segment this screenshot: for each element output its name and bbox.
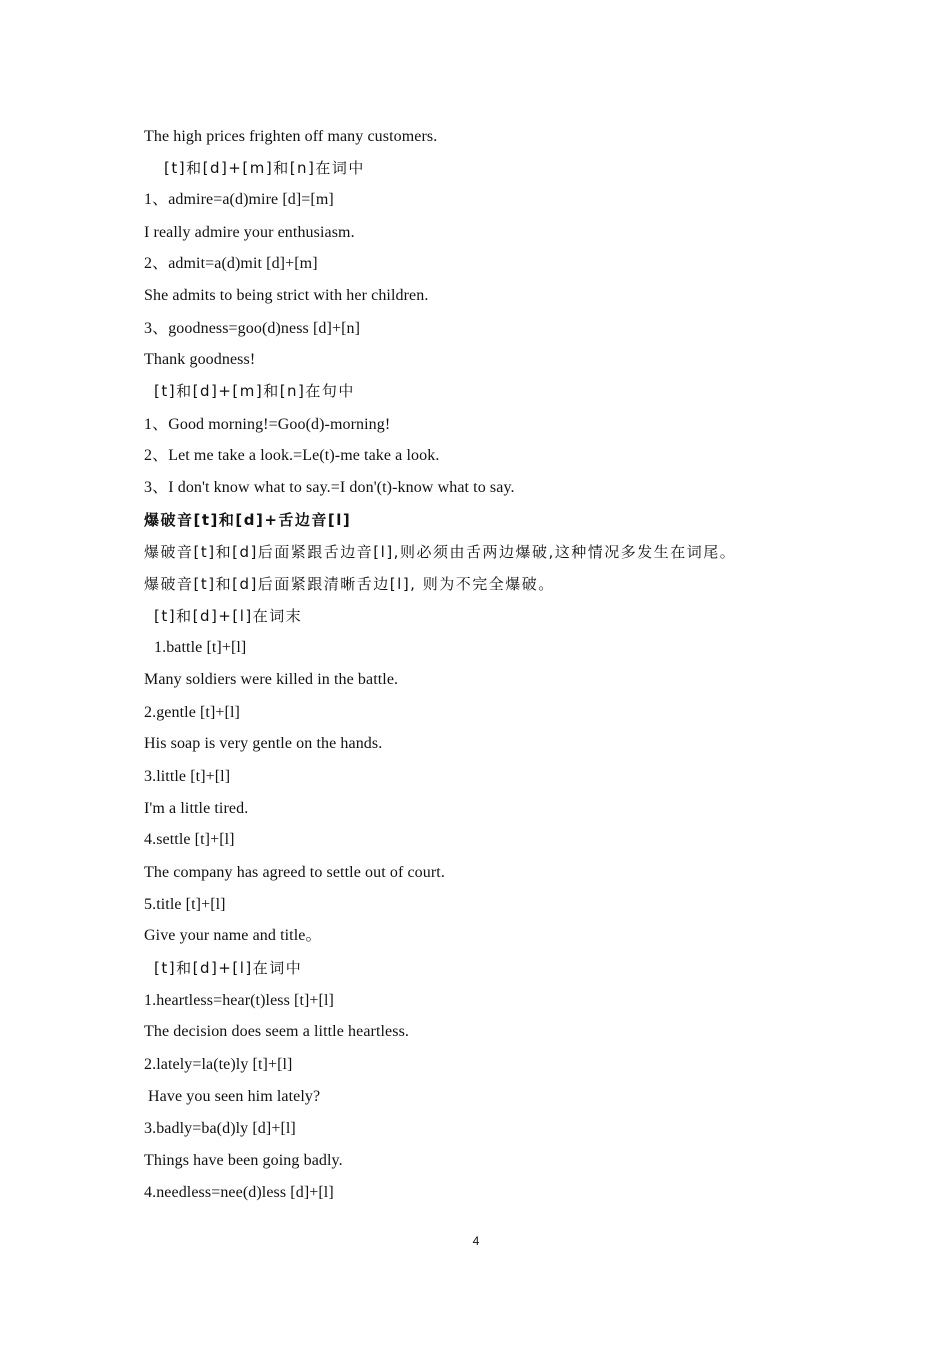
phrase-entry: 1、Good morning!=Goo(d)-morning! xyxy=(144,416,391,433)
word-entry: 4.needless=nee(d)less [d]+[l] xyxy=(144,1184,334,1201)
example-sentence: I'm a little tired. xyxy=(144,800,249,817)
phrase-entry: 3、I don't know what to say.=I don'(t)-know what to say. xyxy=(144,479,515,496)
example-sentence: I really admire your enthusiasm. xyxy=(144,224,355,241)
word-entry: 1.heartless=hear(t)less [t]+[l] xyxy=(144,992,334,1009)
word-entry: 2.lately=la(te)ly [t]+[l] xyxy=(144,1056,293,1073)
subsection-heading: [t]和[d]+[l]在词末 xyxy=(154,607,303,625)
word-entry: 4.settle [t]+[l] xyxy=(144,831,235,848)
word-entry: 3.badly=ba(d)ly [d]+[l] xyxy=(144,1120,296,1137)
example-sentence: Thank goodness! xyxy=(144,351,256,368)
example-sentence: The decision does seem a little heartless. xyxy=(144,1023,410,1040)
example-sentence: The company has agreed to settle out of court. xyxy=(144,864,445,881)
subsection-heading: [t]和[d]+[l]在词中 xyxy=(154,959,303,977)
example-sentence: Have you seen him lately? xyxy=(148,1088,321,1105)
word-entry: 3、goodness=goo(d)ness [d]+[n] xyxy=(144,320,361,337)
section-heading: 爆破音[t]和[d]+舌边音[l] xyxy=(144,511,352,529)
example-sentence: The high prices frighten off many customers. xyxy=(144,128,438,145)
subsection-heading: [t]和[d]+[m]和[n]在词中 xyxy=(164,159,365,177)
page-number: 4 xyxy=(472,1234,480,1248)
example-sentence: Many soldiers were killed in the battle. xyxy=(144,671,399,688)
explanation-text: 爆破音[t]和[d]后面紧跟舌边音[l],则必须由舌两边爆破,这种情况多发生在词尾。 xyxy=(144,543,737,561)
word-entry: 2、admit=a(d)mit [d]+[m] xyxy=(144,255,318,272)
word-entry: 1、admire=a(d)mire [d]=[m] xyxy=(144,191,334,208)
word-entry: 1.battle [t]+[l] xyxy=(154,639,247,656)
example-sentence: She admits to being strict with her children. xyxy=(144,287,429,304)
example-sentence: Give your name and title。 xyxy=(144,927,322,944)
example-sentence: His soap is very gentle on the hands. xyxy=(144,735,383,752)
word-entry: 2.gentle [t]+[l] xyxy=(144,704,240,721)
example-sentence: Things have been going badly. xyxy=(144,1152,343,1169)
word-entry: 5.title [t]+[l] xyxy=(144,896,226,913)
subsection-heading: [t]和[d]+[m]和[n]在句中 xyxy=(154,382,355,400)
explanation-text: 爆破音[t]和[d]后面紧跟清晰舌边[l], 则为不完全爆破。 xyxy=(144,575,555,593)
phrase-entry: 2、Let me take a look.=Le(t)-me take a look. xyxy=(144,447,440,464)
word-entry: 3.little [t]+[l] xyxy=(144,768,231,785)
